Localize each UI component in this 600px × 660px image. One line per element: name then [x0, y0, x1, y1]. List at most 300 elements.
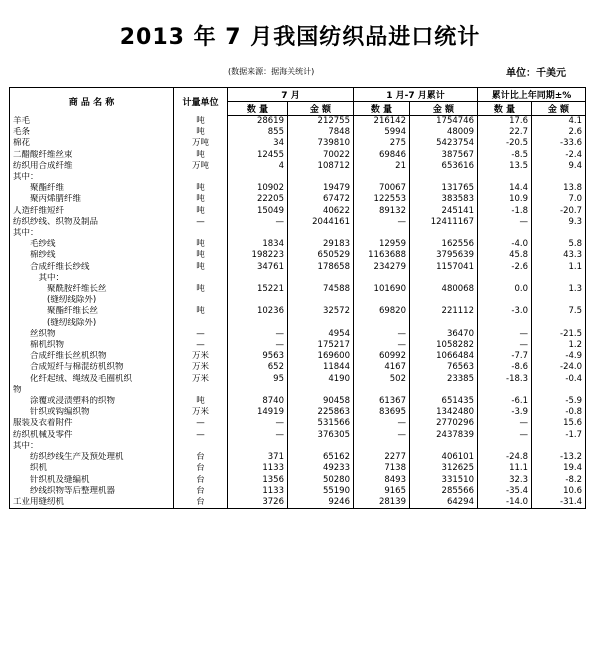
unit-cell [174, 318, 228, 329]
ytd-qty-cell [354, 385, 410, 396]
table-row [10, 452, 586, 463]
july-amt-cell: 4190 [288, 374, 354, 385]
yoy-qty-cell: -8.5 [478, 150, 532, 161]
ytd-qty-cell: 12959 [354, 239, 410, 250]
table-row [10, 183, 586, 194]
yoy-amt-cell [532, 273, 586, 284]
july-qty-cell [228, 441, 288, 452]
july-amt-cell: 19479 [288, 183, 354, 194]
yoy-qty-cell: 32.3 [478, 475, 532, 486]
unit-cell [174, 228, 228, 239]
ytd-amt-cell: 64294 [410, 497, 478, 509]
table-row [10, 127, 586, 138]
yoy-amt-cell: 1.1 [532, 262, 586, 273]
ytd-amt-cell [410, 318, 478, 329]
table-row [10, 329, 586, 340]
july-amt-cell: 108712 [288, 161, 354, 172]
ytd-qty-cell: 101690 [354, 284, 410, 295]
table-row [10, 284, 586, 295]
table-row [10, 418, 586, 429]
yoy-qty-cell: -3.9 [478, 407, 532, 418]
table-row [10, 262, 586, 273]
july-amt-cell: 67472 [288, 194, 354, 205]
product-name-cell: 聚丙烯腈纤维 [10, 194, 174, 205]
unit-cell: 万吨 [174, 161, 228, 172]
ytd-qty-cell: 70067 [354, 183, 410, 194]
yoy-qty-cell: 13.5 [478, 161, 532, 172]
ytd-amt-cell: 2437839 [410, 430, 478, 441]
yoy-amt-cell: -20.7 [532, 206, 586, 217]
july-amt-cell [288, 441, 354, 452]
july-qty-cell: 10236 [228, 306, 288, 317]
yoy-amt-cell: 10.6 [532, 486, 586, 497]
july-qty-cell [228, 295, 288, 306]
header-july-amt: 金 额 [288, 102, 354, 116]
yoy-qty-cell: -18.3 [478, 374, 532, 385]
yoy-qty-cell [478, 385, 532, 396]
july-amt-cell: 55190 [288, 486, 354, 497]
july-qty-cell [228, 385, 288, 396]
product-name-cell: 其中： [10, 172, 174, 183]
ytd-amt-cell: 383583 [410, 194, 478, 205]
july-amt-cell: 212755 [288, 116, 354, 128]
yoy-qty-cell: -1.8 [478, 206, 532, 217]
yoy-qty-cell: 14.4 [478, 183, 532, 194]
ytd-qty-cell: 2277 [354, 452, 410, 463]
ytd-amt-cell: 131765 [410, 183, 478, 194]
july-amt-cell [288, 172, 354, 183]
ytd-amt-cell: 406101 [410, 452, 478, 463]
july-qty-cell [228, 273, 288, 284]
ytd-amt-cell [410, 295, 478, 306]
ytd-amt-cell: 23385 [410, 374, 478, 385]
product-name-cell: 其中： [10, 441, 174, 452]
ytd-qty-cell: — [354, 340, 410, 351]
product-name-cell: 棉花 [10, 138, 174, 149]
july-qty-cell: 855 [228, 127, 288, 138]
july-qty-cell: 15221 [228, 284, 288, 295]
product-name-cell: 针织或钩编织物 [10, 407, 174, 418]
july-amt-cell: 50280 [288, 475, 354, 486]
yoy-qty-cell: -8.6 [478, 362, 532, 373]
unit-cell: 万吨 [174, 138, 228, 149]
import-statistics-table [9, 87, 586, 509]
table-row [10, 239, 586, 250]
ytd-qty-cell: 69846 [354, 150, 410, 161]
yoy-amt-cell: 1.2 [532, 340, 586, 351]
ytd-qty-cell: 4167 [354, 362, 410, 373]
yoy-amt-cell: -8.2 [532, 475, 586, 486]
yoy-amt-cell [532, 228, 586, 239]
yoy-amt-cell [532, 385, 586, 396]
ytd-amt-cell: 651435 [410, 396, 478, 407]
yoy-amt-cell: -13.2 [532, 452, 586, 463]
product-name-cell: 人造纤维短纤 [10, 206, 174, 217]
table-row [10, 273, 586, 284]
ytd-qty-cell: 7138 [354, 463, 410, 474]
ytd-qty-cell: 69820 [354, 306, 410, 317]
yoy-amt-cell: -2.4 [532, 150, 586, 161]
product-name-cell: 其中： [10, 273, 174, 284]
july-qty-cell: 4 [228, 161, 288, 172]
yoy-amt-cell [532, 295, 586, 306]
product-name-cell: 棉纱线 [10, 250, 174, 261]
july-qty-cell: 198223 [228, 250, 288, 261]
july-qty-cell: 15049 [228, 206, 288, 217]
unit-cell: 吨 [174, 150, 228, 161]
unit-cell: 万米 [174, 374, 228, 385]
ytd-amt-cell: 1157041 [410, 262, 478, 273]
header-ytd-amt: 金 额 [410, 102, 478, 116]
yoy-amt-cell: -0.8 [532, 407, 586, 418]
ytd-amt-cell: 387567 [410, 150, 478, 161]
yoy-amt-cell [532, 172, 586, 183]
yoy-qty-cell: — [478, 329, 532, 340]
yoy-qty-cell: -20.5 [478, 138, 532, 149]
product-name-cell: 纺织机械及零件 [10, 430, 174, 441]
product-name-cell: 聚酯纤维 [10, 183, 174, 194]
yoy-amt-cell: 7.5 [532, 306, 586, 317]
july-amt-cell [288, 228, 354, 239]
product-name-cell: 纺织用合成纤维 [10, 161, 174, 172]
yoy-amt-cell: 15.6 [532, 418, 586, 429]
table-body [10, 116, 586, 509]
yoy-amt-cell: -4.9 [532, 351, 586, 362]
ytd-amt-cell: 480068 [410, 284, 478, 295]
product-name-cell: (缝纫线除外) [10, 295, 174, 306]
july-qty-cell: 34761 [228, 262, 288, 273]
ytd-qty-cell: 1163688 [354, 250, 410, 261]
table-row [10, 385, 586, 396]
ytd-qty-cell: 21 [354, 161, 410, 172]
unit-cell: 吨 [174, 206, 228, 217]
july-amt-cell: 74588 [288, 284, 354, 295]
product-name-cell: 针织机及缝编机 [10, 475, 174, 486]
product-name-cell: 服装及衣着附件 [10, 418, 174, 429]
product-name-cell: 物 [10, 385, 174, 396]
ytd-amt-cell: 12411167 [410, 217, 478, 228]
july-amt-cell: 650529 [288, 250, 354, 261]
header-july: 7 月 [228, 88, 354, 102]
july-qty-cell: — [228, 217, 288, 228]
unit-note: 单位：千美元 [506, 68, 566, 79]
table-row [10, 463, 586, 474]
yoy-qty-cell: 45.8 [478, 250, 532, 261]
unit-cell: 吨 [174, 127, 228, 138]
yoy-amt-cell: 43.3 [532, 250, 586, 261]
product-name-cell: 毛纱线 [10, 239, 174, 250]
table-row [10, 250, 586, 261]
yoy-qty-cell: -6.1 [478, 396, 532, 407]
yoy-qty-cell: -4.0 [478, 239, 532, 250]
unit-cell: — [174, 430, 228, 441]
ytd-qty-cell [354, 172, 410, 183]
table-row [10, 295, 586, 306]
unit-cell: 吨 [174, 183, 228, 194]
table-row [10, 206, 586, 217]
july-qty-cell: — [228, 340, 288, 351]
yoy-qty-cell [478, 273, 532, 284]
table-row [10, 228, 586, 239]
july-amt-cell: 739810 [288, 138, 354, 149]
table-row [10, 172, 586, 183]
unit-cell: 万米 [174, 362, 228, 373]
ytd-amt-cell: 5423754 [410, 138, 478, 149]
july-qty-cell: 1133 [228, 486, 288, 497]
july-amt-cell: 4954 [288, 329, 354, 340]
yoy-amt-cell: -0.4 [532, 374, 586, 385]
table-row [10, 318, 586, 329]
ytd-amt-cell: 245141 [410, 206, 478, 217]
product-name-cell: 其中： [10, 228, 174, 239]
ytd-qty-cell: 5994 [354, 127, 410, 138]
yoy-amt-cell: 1.3 [532, 284, 586, 295]
ytd-qty-cell [354, 228, 410, 239]
ytd-qty-cell [354, 441, 410, 452]
july-amt-cell: 90458 [288, 396, 354, 407]
july-amt-cell: 178658 [288, 262, 354, 273]
yoy-amt-cell: 9.3 [532, 217, 586, 228]
product-name-cell: 化纤起绒、绳绒及毛圈机织 [10, 374, 174, 385]
product-name-cell: 丝织物 [10, 329, 174, 340]
yoy-qty-cell: -35.4 [478, 486, 532, 497]
yoy-qty-cell [478, 228, 532, 239]
product-name-cell: 织机 [10, 463, 174, 474]
ytd-amt-cell [410, 441, 478, 452]
product-name-cell: 合成纤维长丝机织物 [10, 351, 174, 362]
ytd-qty-cell: 89132 [354, 206, 410, 217]
ytd-amt-cell: 3795639 [410, 250, 478, 261]
table-row [10, 374, 586, 385]
ytd-qty-cell: 60992 [354, 351, 410, 362]
table-row [10, 351, 586, 362]
unit-cell: 台 [174, 475, 228, 486]
product-name-cell: 纺织纱线生产及预处理机 [10, 452, 174, 463]
table-row [10, 441, 586, 452]
july-amt-cell: 9246 [288, 497, 354, 509]
july-qty-cell: 95 [228, 374, 288, 385]
july-amt-cell: 11844 [288, 362, 354, 373]
yoy-amt-cell: -1.7 [532, 430, 586, 441]
july-amt-cell: 7848 [288, 127, 354, 138]
yoy-amt-cell [532, 441, 586, 452]
july-qty-cell [228, 172, 288, 183]
header-yoy: 累计比上年同期±% [478, 88, 586, 102]
table-row [10, 116, 586, 128]
ytd-qty-cell: 8493 [354, 475, 410, 486]
table-row [10, 486, 586, 497]
product-name-cell: 工业用缝纫机 [10, 497, 174, 509]
unit-cell: 台 [174, 452, 228, 463]
unit-cell [174, 441, 228, 452]
ytd-amt-cell: 1342480 [410, 407, 478, 418]
ytd-qty-cell: 216142 [354, 116, 410, 128]
yoy-amt-cell: -5.9 [532, 396, 586, 407]
july-qty-cell [228, 318, 288, 329]
ytd-qty-cell: — [354, 430, 410, 441]
product-name-cell: 合成纤维长纱线 [10, 262, 174, 273]
yoy-amt-cell: -24.0 [532, 362, 586, 373]
unit-cell: — [174, 340, 228, 351]
unit-cell: 吨 [174, 306, 228, 317]
ytd-amt-cell [410, 172, 478, 183]
yoy-qty-cell: -7.7 [478, 351, 532, 362]
july-amt-cell [288, 273, 354, 284]
unit-cell: 台 [174, 463, 228, 474]
july-amt-cell: 49233 [288, 463, 354, 474]
ytd-amt-cell: 36470 [410, 329, 478, 340]
july-amt-cell: 376305 [288, 430, 354, 441]
july-amt-cell [288, 295, 354, 306]
yoy-amt-cell: 19.4 [532, 463, 586, 474]
yoy-qty-cell [478, 441, 532, 452]
product-name-cell: (缝纫线除外) [10, 318, 174, 329]
ytd-amt-cell: 285566 [410, 486, 478, 497]
july-amt-cell: 65162 [288, 452, 354, 463]
ytd-qty-cell: — [354, 329, 410, 340]
yoy-qty-cell: 10.9 [478, 194, 532, 205]
july-amt-cell: 531566 [288, 418, 354, 429]
july-amt-cell [288, 385, 354, 396]
july-qty-cell: 8740 [228, 396, 288, 407]
header-jan-jul: 1 月-7 月累计 [354, 88, 478, 102]
product-name-cell: 合成短纤与棉混纺机织物 [10, 362, 174, 373]
product-name-cell: 涂覆或浸渍塑料的织物 [10, 396, 174, 407]
unit-cell [174, 172, 228, 183]
yoy-amt-cell: 2.6 [532, 127, 586, 138]
ytd-qty-cell: 9165 [354, 486, 410, 497]
july-qty-cell: 10902 [228, 183, 288, 194]
product-name-cell: 羊毛 [10, 116, 174, 128]
ytd-qty-cell: — [354, 217, 410, 228]
ytd-amt-cell: 331510 [410, 475, 478, 486]
table-row [10, 340, 586, 351]
july-qty-cell: — [228, 430, 288, 441]
july-amt-cell: 70022 [288, 150, 354, 161]
july-qty-cell: 12455 [228, 150, 288, 161]
july-qty-cell: 34 [228, 138, 288, 149]
unit-cell [174, 385, 228, 396]
july-amt-cell: 225863 [288, 407, 354, 418]
header-ytd-qty: 数 量 [354, 102, 410, 116]
product-name-cell: 聚酰胺纤维长丝 [10, 284, 174, 295]
ytd-amt-cell: 1058282 [410, 340, 478, 351]
unit-cell: 万米 [174, 407, 228, 418]
table-row [10, 217, 586, 228]
unit-cell: 吨 [174, 194, 228, 205]
unit-cell: 吨 [174, 116, 228, 128]
header-july-qty: 数 量 [228, 102, 288, 116]
yoy-amt-cell: -33.6 [532, 138, 586, 149]
july-amt-cell: 2044161 [288, 217, 354, 228]
product-name-cell: 纱线织物等后整理机器 [10, 486, 174, 497]
july-qty-cell: — [228, 418, 288, 429]
unit-cell: 台 [174, 486, 228, 497]
yoy-qty-cell: — [478, 217, 532, 228]
ytd-amt-cell: 162556 [410, 239, 478, 250]
ytd-qty-cell: 275 [354, 138, 410, 149]
product-name-cell: 纺织纱线、织物及制品 [10, 217, 174, 228]
july-qty-cell: 3726 [228, 497, 288, 509]
yoy-amt-cell: -21.5 [532, 329, 586, 340]
unit-cell: 吨 [174, 250, 228, 261]
ytd-amt-cell: 221112 [410, 306, 478, 317]
unit-cell: — [174, 329, 228, 340]
ytd-qty-cell: 122553 [354, 194, 410, 205]
ytd-amt-cell: 1066484 [410, 351, 478, 362]
july-amt-cell: 32572 [288, 306, 354, 317]
ytd-amt-cell: 312625 [410, 463, 478, 474]
ytd-qty-cell: 234279 [354, 262, 410, 273]
ytd-qty-cell: 28139 [354, 497, 410, 509]
unit-cell: 吨 [174, 284, 228, 295]
yoy-qty-cell: — [478, 340, 532, 351]
page-title: 2013 年 7 月我国纺织品进口统计 [119, 25, 481, 50]
july-qty-cell: 1834 [228, 239, 288, 250]
july-qty-cell: 1133 [228, 463, 288, 474]
yoy-qty-cell [478, 172, 532, 183]
table-row [10, 306, 586, 317]
data-source-note: (数据来源：据海关统计) [228, 67, 315, 76]
july-qty-cell [228, 228, 288, 239]
ytd-qty-cell: — [354, 418, 410, 429]
product-name-cell: 棉机织物 [10, 340, 174, 351]
ytd-amt-cell: 76563 [410, 362, 478, 373]
header-yoy-qty: 数 量 [478, 102, 532, 116]
table-row [10, 362, 586, 373]
ytd-amt-cell: 48009 [410, 127, 478, 138]
product-name-cell: 聚酯纤维长丝 [10, 306, 174, 317]
yoy-qty-cell: -2.6 [478, 262, 532, 273]
ytd-qty-cell [354, 295, 410, 306]
unit-cell: 台 [174, 497, 228, 509]
july-qty-cell: 9563 [228, 351, 288, 362]
unit-cell [174, 295, 228, 306]
july-qty-cell: 28619 [228, 116, 288, 128]
ytd-qty-cell [354, 273, 410, 284]
table-row [10, 430, 586, 441]
ytd-amt-cell: 653616 [410, 161, 478, 172]
july-qty-cell: 652 [228, 362, 288, 373]
table-row [10, 150, 586, 161]
yoy-qty-cell [478, 295, 532, 306]
july-qty-cell: 22205 [228, 194, 288, 205]
yoy-amt-cell: 5.8 [532, 239, 586, 250]
yoy-qty-cell: 22.7 [478, 127, 532, 138]
yoy-qty-cell: — [478, 430, 532, 441]
ytd-qty-cell: 502 [354, 374, 410, 385]
table-row [10, 138, 586, 149]
table-row [10, 194, 586, 205]
ytd-qty-cell [354, 318, 410, 329]
yoy-qty-cell: 0.0 [478, 284, 532, 295]
table-row [10, 475, 586, 486]
ytd-amt-cell: 2770296 [410, 418, 478, 429]
yoy-qty-cell: 11.1 [478, 463, 532, 474]
header-unit: 计量单位 [174, 88, 228, 116]
unit-cell: 万米 [174, 351, 228, 362]
yoy-amt-cell: 13.8 [532, 183, 586, 194]
yoy-qty-cell: -3.0 [478, 306, 532, 317]
yoy-amt-cell: 4.1 [532, 116, 586, 128]
july-qty-cell: 371 [228, 452, 288, 463]
july-amt-cell: 29183 [288, 239, 354, 250]
ytd-amt-cell [410, 385, 478, 396]
product-name-cell: 二醋酸纤维丝束 [10, 150, 174, 161]
ytd-amt-cell [410, 228, 478, 239]
july-qty-cell: — [228, 329, 288, 340]
header-product-name: 商 品 名 称 [10, 88, 174, 116]
